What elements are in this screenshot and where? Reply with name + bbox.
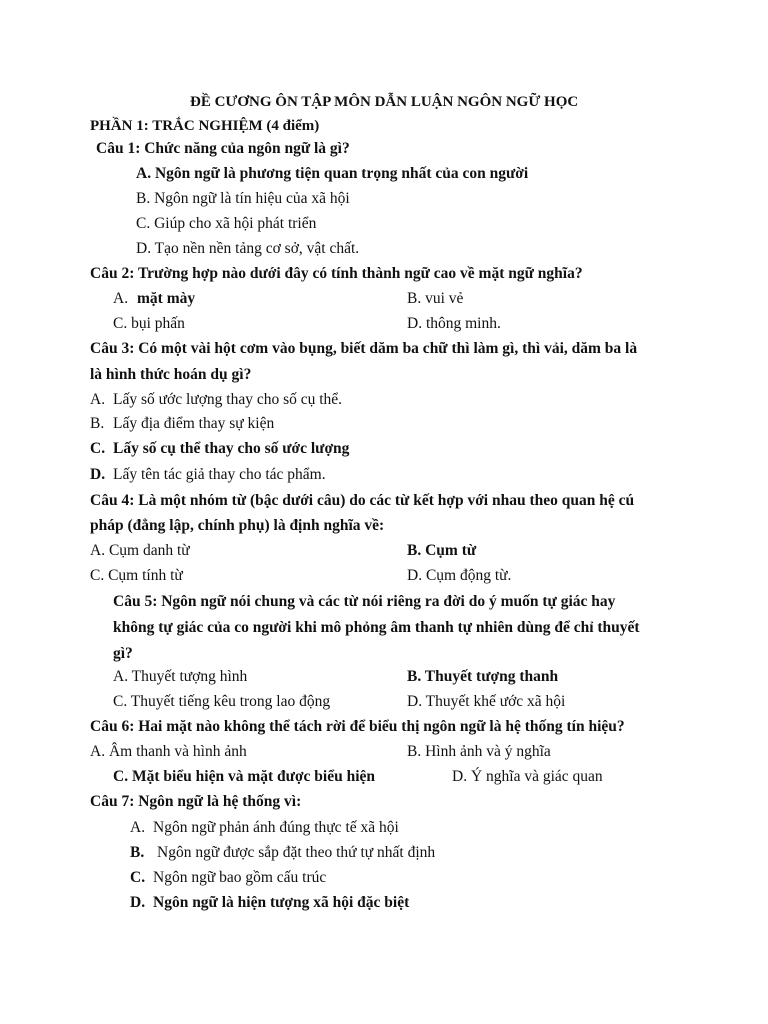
question-7: Câu 7: Ngôn ngữ là hệ thống vì:: [90, 793, 302, 810]
q7-option-a-text: Ngôn ngữ phản ánh đúng thực tế xã hội: [153, 819, 399, 836]
q3-option-d-text: Lấy tên tác giả thay cho tác phẩm.: [113, 466, 326, 483]
question-4-line-1: Câu 4: Là một nhóm từ (bậc dưới câu) do các từ kết hợp với nhau theo quan hệ cú: [90, 492, 635, 509]
question-1: Câu 1: Chức năng của ngôn ngữ là gì?: [96, 140, 350, 157]
question-3-line-2: là hình thức hoán dụ gì?: [90, 366, 252, 383]
q6-option-d: D. Ý nghĩa và giác quan: [452, 768, 603, 785]
document-title: ĐỀ CƯƠNG ÔN TẬP MÔN DẪN LUẬN NGÔN NGỮ HỌC: [190, 94, 579, 110]
question-5-line-2: không tự giác của co người khi mô phỏng âm thanh tự nhiên dùng để chỉ thuyết: [113, 619, 640, 636]
q3-option-c-label: C.: [90, 440, 106, 457]
q2-option-a-label: A.: [113, 290, 129, 307]
q7-option-d-label: D.: [130, 894, 146, 911]
q7-option-c-label: C.: [130, 869, 146, 886]
q3-option-a-label: A.: [90, 391, 106, 408]
q3-option-a-text: Lấy số ước lượng thay cho số cụ thể.: [113, 391, 343, 408]
q7-option-a-label: A.: [130, 819, 146, 836]
q3-option-d: [90, 465, 326, 485]
q3-option-c-text: Lấy số cụ thể thay cho số ước lượng: [113, 440, 350, 457]
q5-option-a: A. Thuyết tượng hình: [113, 668, 248, 685]
q3-option-c: [90, 439, 349, 459]
q4-option-d: D. Cụm động từ.: [407, 567, 512, 584]
q1-option-b: B. Ngôn ngữ là tín hiệu của xã hội: [136, 190, 350, 207]
q4-option-a: A. Cụm danh từ: [90, 542, 190, 559]
question-5-line-1: Câu 5: Ngôn ngữ nói chung và các từ nói riêng ra đời do ý muốn tự giác hay: [113, 593, 616, 610]
q3-option-b-label: B.: [90, 415, 105, 432]
q3-option-d-label: D.: [90, 466, 106, 483]
q4-option-b: B. Cụm từ: [407, 542, 477, 559]
q1-option-a: A. Ngôn ngữ là phương tiện quan trọng nhất của con người: [136, 165, 529, 182]
q5-option-b: B. Thuyết tượng thanh: [407, 668, 559, 685]
question-5-line-3: gì?: [113, 645, 133, 662]
q2-option-c: C. bụi phấn: [113, 315, 185, 332]
q7-option-b-label: B.: [130, 844, 145, 861]
q2-option-a-text: mặt mày: [137, 290, 196, 307]
q4-option-c: C. Cụm tính từ: [90, 567, 183, 584]
q7-option-a: [130, 818, 399, 838]
question-6: Câu 6: Hai mặt nào không thể tách rời để biểu thị ngôn ngữ là hệ thống tín hiệu?: [90, 718, 625, 735]
q1-option-d: D. Tạo nền nền tảng cơ sở, vật chất.: [136, 240, 360, 257]
q3-option-b: [90, 414, 274, 434]
q7-option-d: [130, 893, 409, 913]
q5-option-d: D. Thuyết khế ước xã hội: [407, 693, 566, 710]
q1-option-c: C. Giúp cho xã hội phát triển: [136, 215, 317, 232]
q7-option-d-text: Ngôn ngữ là hiện tượng xã hội đặc biệt: [153, 894, 410, 911]
q2-option-a: [113, 289, 195, 309]
q3-option-a: [90, 390, 342, 410]
q6-option-a: A. Âm thanh và hình ảnh: [90, 743, 247, 760]
q7-option-c: [130, 868, 326, 888]
question-4-line-2: pháp (đẳng lập, chính phụ) là định nghĩa về:: [90, 517, 385, 534]
q7-option-b-text: Ngôn ngữ được sắp đặt theo thứ tự nhất định: [157, 844, 436, 861]
question-2: Câu 2: Trường hợp nào dưới đây có tính thành ngữ cao về mặt ngữ nghĩa?: [90, 265, 583, 282]
q2-option-d: D. thông minh.: [407, 315, 501, 332]
q6-option-b: B. Hình ảnh và ý nghĩa: [407, 743, 551, 760]
q7-option-c-text: Ngôn ngữ bao gồm cấu trúc: [153, 869, 327, 886]
part-1-heading: PHẦN 1: TRẮC NGHIỆM (4 điểm): [90, 118, 320, 134]
q7-option-b: [130, 843, 435, 863]
q5-option-c: C. Thuyết tiếng kêu trong lao động: [113, 693, 331, 710]
q2-option-b: B. vui vẻ: [407, 290, 464, 307]
q3-option-b-text: Lấy địa điểm thay sự kiện: [113, 415, 275, 432]
q6-option-c: C. Mặt biểu hiện và mặt được biểu hiện: [113, 768, 376, 785]
question-3-line-1: Câu 3: Có một vài hột cơm vào bụng, biết dăm ba chữ thì làm gì, thì vải, dăm ba là: [90, 340, 638, 357]
